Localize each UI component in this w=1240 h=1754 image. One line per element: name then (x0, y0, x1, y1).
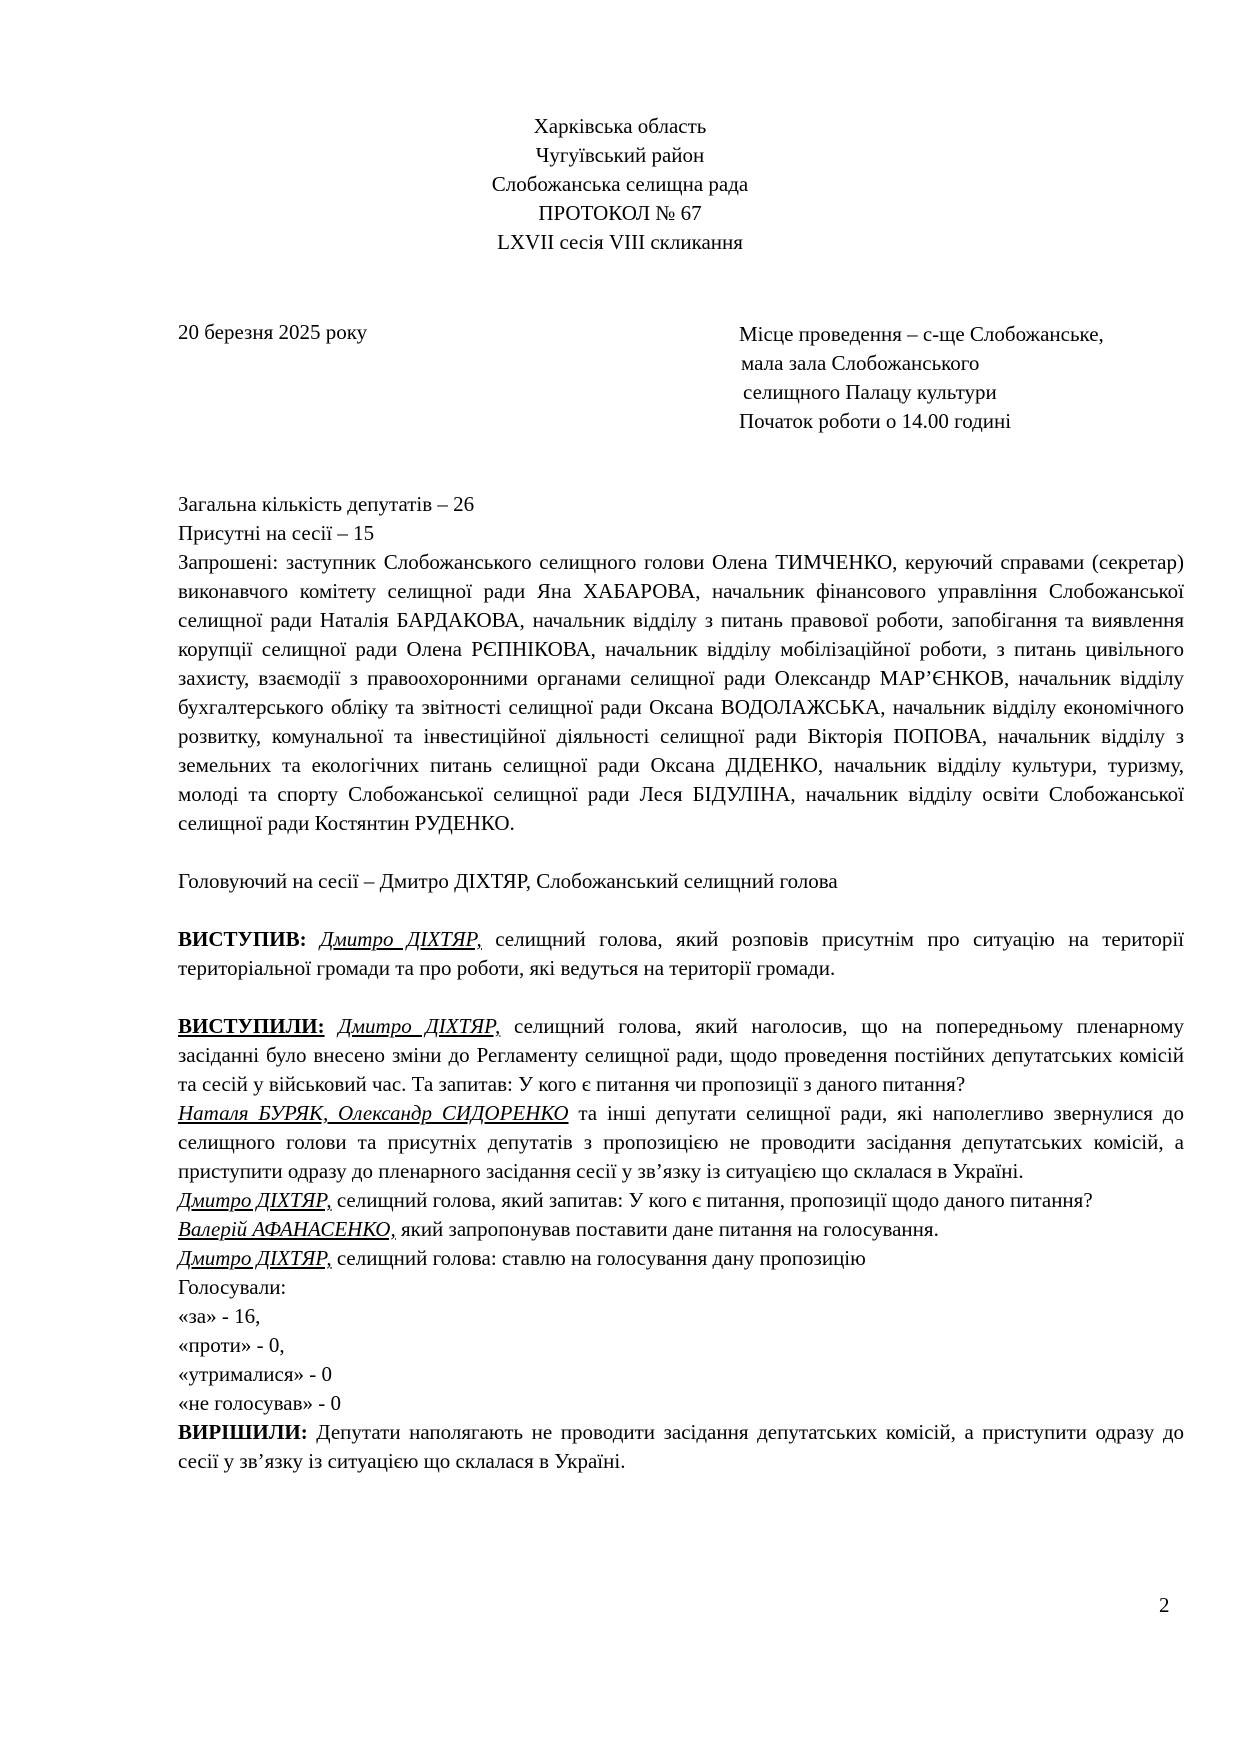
speaker-name: Наталя БУРЯК, Олександр СИДОРЕНКО (178, 1101, 569, 1125)
place-line-3: селищного Палацу культури (743, 380, 997, 404)
region-line: Харківська область (533, 114, 707, 138)
protocol-title: ПРОТОКОЛ № 67 (538, 201, 702, 225)
speech-text: селищний голова, який запитав: У кого є питання, пропозиції щодо даного питання? (331, 1188, 1093, 1212)
speech-text: селищний голова, який наголосив, що на попередньому пленарному засіданні було внесено зміни до Регламенту селищної ради, щодо проведення постійних депутатських комісій та сесій у військовий час. Та запитав: У кого є питання чи пропозиції з даного питання? (178, 1014, 1185, 1096)
speaker-name: Валерій АФАНАСЕНКО, (178, 1217, 396, 1241)
speaker-name: Дмитро ДІХТЯР, (320, 927, 482, 951)
page-number: 2 (1159, 1593, 1170, 1617)
speech-block-2 (178, 1012, 1184, 1099)
document-header (0, 112, 1240, 257)
vote-against: «проти» - 0, (178, 1333, 285, 1357)
total-deputies: Загальна кількість депутатів – 26 (178, 492, 475, 516)
meeting-date: 20 березня 2025 року (178, 320, 368, 344)
speech-text: селищний голова: ставлю на голосування дану пропозицію (331, 1246, 866, 1270)
chair-line: Головуючий на сесії – Дмитро ДІХТЯР, Слобожанський селищний голова (178, 869, 838, 893)
speech-block-5 (178, 1215, 1184, 1244)
speech-block-1 (178, 925, 1184, 983)
speaker-name: Дмитро ДІХТЯР, (178, 1246, 332, 1270)
meeting-place (739, 320, 1104, 436)
speech-text: який запропонував поставити дане питання на голосування. (395, 1217, 939, 1241)
council-line: Слобожанська селищна рада (491, 172, 749, 196)
present-deputies: Присутні на сесії – 15 (178, 521, 375, 545)
place-line-2: мала зала Слобожанського (741, 351, 980, 375)
invited-list: Запрошені: заступник Слобожанського селищного голови Олена ТИМЧЕНКО, керуючий справами (секретар) виконавчого комітету селищної ради Яна ХАБАРОВА, начальник фінансового управління Слобожанської селищної ради Наталія БАРДАКОВА, начальник відділу з питань правової роботи, запобігання та виявлення корупції селищної ради Олена РЄПНІКОВА, начальник відділу мобілізаційної роботи, з питань цивільного захисту, взаємодії з правоохоронними органами селищної ради Олександр МАР’ЄНКОВ, начальник відділу бухгалтерського обліку та звітності селищної ради Оксана ВОДОЛАЖСЬКА, начальник відділу економічного розвитку, комунальної та інвестиційної діяльності селищної ради Вікторія ПОПОВА, начальник відділу з земельних та екологічних питань селищної ради Оксана ДІДЕНКО, начальник відділу культури, туризму, молоді та спорту Слобожанської селищної ради Леся БІДУЛІНА, начальник відділу освіти Слобожанської селищної ради Костянтин РУДЕНКО. (178, 550, 1184, 835)
vote-for: «за» - 16, (178, 1304, 261, 1328)
vote-not-voted: «не голосував» - 0 (178, 1391, 342, 1415)
protocol-body (178, 490, 1184, 1476)
start-time: Початок роботи о 14.00 годині (739, 409, 1012, 433)
vote-abstained: «утрималися» - 0 (178, 1362, 333, 1386)
speech-block-4 (178, 1186, 1184, 1215)
speaker-name: Дмитро ДІХТЯР, (178, 1188, 332, 1212)
decision-block (178, 1418, 1184, 1476)
district-line: Чугуївський район (535, 143, 705, 167)
speech-block-3 (178, 1099, 1184, 1186)
speaker-name: Дмитро ДІХТЯР, (338, 1014, 501, 1038)
speech-label: ВИСТУПИЛИ: (178, 1014, 325, 1038)
speech-text: та інші депутати селищної ради, які наполегливо звернулися до селищного голови та присутніх депутатів з пропозицією не проводити засідання депутатських комісій, а приступити одразу до пленарного засідання сесії у зв’язку із ситуацією що склалася в Україні. (178, 1101, 1184, 1183)
session-line: LXVІІ сесія VІІІ скликання (497, 230, 743, 254)
speech-label: ВИСТУПИВ: (178, 927, 307, 951)
place-line-1: Місце проведення – с-ще Слобожанське, (739, 322, 1104, 346)
decision-text: Депутати наполягають не проводити засідання депутатських комісій, а приступити одразу до сесії у зв’язку із ситуацією що склалася в Україні. (178, 1420, 1184, 1473)
speech-block-6 (178, 1244, 1184, 1273)
speech-text: селищний голова, який розповів присутнім про ситуацію на території територіальної громади та про роботи, які ведуться на території громади. (178, 927, 1185, 980)
decision-label: ВИРІШИЛИ: (178, 1420, 308, 1444)
vote-label: Голосували: (178, 1275, 287, 1299)
